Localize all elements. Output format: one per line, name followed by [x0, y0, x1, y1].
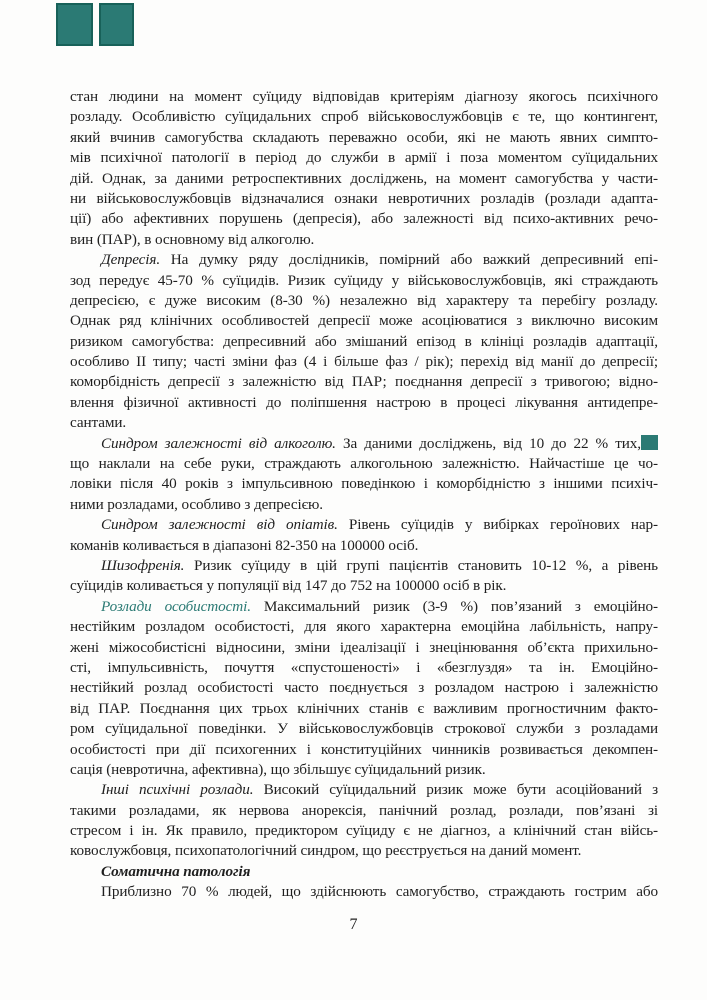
text-segment: влення фізичної активності до поліпшення настрою в процесі лікування антидепре- — [70, 393, 658, 411]
text-segment: дій. Однак, за даними ретроспективних досліджень, на момент самогубства у части- — [70, 169, 658, 187]
text-line — [70, 882, 658, 902]
text-line — [70, 454, 658, 474]
text-line — [70, 209, 658, 229]
text-segment: розладу. Особливістю суїцидальних спроб військовослужбовців є те, що контингент, — [70, 108, 658, 126]
text-segment: Розлади особистості. — [101, 597, 251, 615]
paragraph — [70, 882, 658, 902]
text-line — [70, 352, 658, 372]
text-segment: особливо II типу; часті зміни фаз (4 і більше фаз / рік); перехід від манії до депресії; — [70, 353, 658, 371]
text-line — [70, 862, 658, 882]
text-segment: Максимальний ризик (3-9 %) пов’язаний з емоційно- — [250, 597, 658, 615]
text-line — [70, 617, 658, 637]
text-line — [70, 556, 658, 576]
teal-scan-artifact-square-1 — [56, 3, 93, 46]
text-segment: Ризик суїциду в цій групі пацієнтів становить 10-12 %, а рівень — [184, 556, 658, 574]
paragraph — [70, 250, 658, 434]
text-line — [70, 332, 658, 352]
text-line — [70, 148, 658, 168]
text-segment: що наклали на себе руки, страждають алкогольною залежністю. Найчастіше це чо- — [70, 455, 658, 473]
text-segment: ловіки після 40 років з імпульсивною поведінкою і коморбідністю з іншими психіч- — [70, 475, 658, 493]
text-line — [70, 413, 658, 433]
text-line — [70, 841, 658, 861]
text-segment: ризиком самогубства: депресивний або змішаний епізод в клініці розладів адаптації, — [70, 332, 658, 350]
text-line — [70, 107, 658, 127]
text-segment: ції) або афективних порушень (депресія), або залежності від психо-активних речо- — [70, 210, 658, 228]
text-line — [70, 678, 658, 698]
text-line — [70, 311, 658, 331]
text-segment: команів коливається в діапазоні 82-350 на 100000 осіб. — [70, 536, 419, 554]
text-segment: Високий суїцидальний ризик може бути асоційований з — [253, 781, 658, 799]
paragraph — [70, 780, 658, 862]
text-line — [70, 515, 658, 535]
text-line — [70, 495, 658, 515]
text-segment: сація (невротична, афективна), що збільшує суїцидальний ризик. — [70, 760, 486, 778]
text-segment: ни військовослужбовців відзначалися ознаки невротичних розладів (розлади адапта- — [70, 189, 658, 207]
text-line — [70, 801, 658, 821]
paragraph — [70, 87, 658, 250]
text-line — [70, 230, 658, 250]
text-segment: Соматична патологія — [101, 862, 251, 880]
text-segment: мів психічної патології в період до служби в армії і поза моментом суїцидальних — [70, 149, 658, 167]
text-segment: особистості при дії психогенних і конституційних чинників розвивається декомпен- — [70, 740, 658, 758]
text-line — [70, 760, 658, 780]
paragraph — [70, 556, 658, 597]
text-line — [70, 699, 658, 719]
text-segment: вин (ПАР), в основному від алкоголю. — [70, 230, 315, 248]
text-segment: стан людини на момент суїциду відповідав критеріям діагнозу якогось психічного — [70, 88, 658, 105]
text-line — [70, 87, 658, 107]
text-segment: Синдром залежності від алкоголю. — [101, 434, 336, 452]
teal-scan-mark — [641, 435, 658, 450]
text-segment: суїцидів коливається у популяції від 147 до 752 на 100000 осіб в рік. — [70, 577, 507, 595]
text-line — [70, 271, 658, 291]
paragraph — [70, 434, 658, 516]
text-line — [70, 434, 658, 454]
text-segment: Синдром залежності від опіатів. — [101, 516, 338, 534]
text-line — [70, 189, 658, 209]
text-segment: коморбідність депресії з залежністю від ПАР; поєднання депресії з тривогою; відно- — [70, 373, 658, 391]
paragraph — [70, 597, 658, 781]
text-line — [70, 780, 658, 800]
text-line — [70, 128, 658, 148]
text-segment: Інші психічні розлади. — [101, 781, 254, 799]
text-segment: жені міжособистісні відносини, зміни ідеалізації і знецінювання об’єкта прихильно- — [70, 638, 658, 656]
text-segment: від ПАР. Поєднання цих трьох клінічних станів є важливим прогностичним факто- — [70, 699, 658, 717]
text-segment: зод передує 45-70 % суїцидів. Ризик суїциду у військовослужбовців, які страждають — [70, 271, 658, 289]
text-line — [70, 393, 658, 413]
text-segment: такими розладами, як нервова анорексія, панічний розлад, розлади, пов’язані зі — [70, 801, 658, 819]
text-segment: Депресія. — [101, 251, 161, 269]
text-segment: який вчинив самогубства складають переважно особи, які не мають явних симпто- — [70, 128, 658, 146]
text-segment: За даними досліджень, від 10 до 22 % тих, — [335, 434, 641, 452]
text-line — [70, 372, 658, 392]
text-line — [70, 658, 658, 678]
text-segment: Однак ряд клінічних особливостей депресії може асоціюватися з виключно високим — [70, 312, 658, 330]
text-segment: Рівень суїцидів у вибірках героїнових нар- — [337, 516, 659, 534]
text-segment: ковослужбовця, психопатологічний синдром, що реєструється на даний момент. — [70, 842, 582, 860]
text-line — [70, 719, 658, 739]
text-segment: сантами. — [70, 414, 127, 432]
text-line — [70, 536, 658, 556]
paragraph — [70, 862, 658, 882]
text-line — [70, 597, 658, 617]
text-segment: депресією, є дуже високим (8-30 %) незалежно від характеру та перебігу розладу. — [70, 291, 658, 309]
text-line — [70, 291, 658, 311]
text-line — [70, 821, 658, 841]
page-text-block — [70, 87, 658, 903]
text-line — [70, 474, 658, 494]
text-segment: На думку ряду дослідників, помірний або важкий депресивний епі- — [160, 251, 658, 269]
text-segment: Приблизно 70 % людей, що здійснюють самогубство, страждають гострим або — [101, 883, 658, 901]
teal-scan-artifact-square-2 — [99, 3, 134, 46]
text-segment: сті, імпульсивність, почуття «спустошеності» і «безглуздя» та ін. Емоційно- — [70, 658, 658, 676]
text-line — [70, 740, 658, 760]
page-number: 7 — [349, 916, 358, 933]
text-line — [70, 250, 658, 270]
text-line — [70, 169, 658, 189]
text-segment: ними розладами, особливо з депресією. — [70, 495, 323, 513]
text-line — [70, 576, 658, 596]
text-segment: нестійкий розлад особистості часто поєднується з розладом настрою і залежністю — [70, 679, 658, 697]
text-segment: нестійким розладом особистості, для якого характерна емоційна лабільність, напру- — [70, 618, 658, 636]
text-segment: Шизофренія. — [101, 556, 185, 574]
text-segment: ром суїцидальної поведінки. У військовослужбовців строкової служби з розладами — [70, 720, 658, 738]
text-segment: стресом і ін. Як правило, предиктором суїциду є не діагноз, а клінічний стан війсь- — [70, 822, 658, 840]
text-line — [70, 638, 658, 658]
paragraph — [70, 515, 658, 556]
